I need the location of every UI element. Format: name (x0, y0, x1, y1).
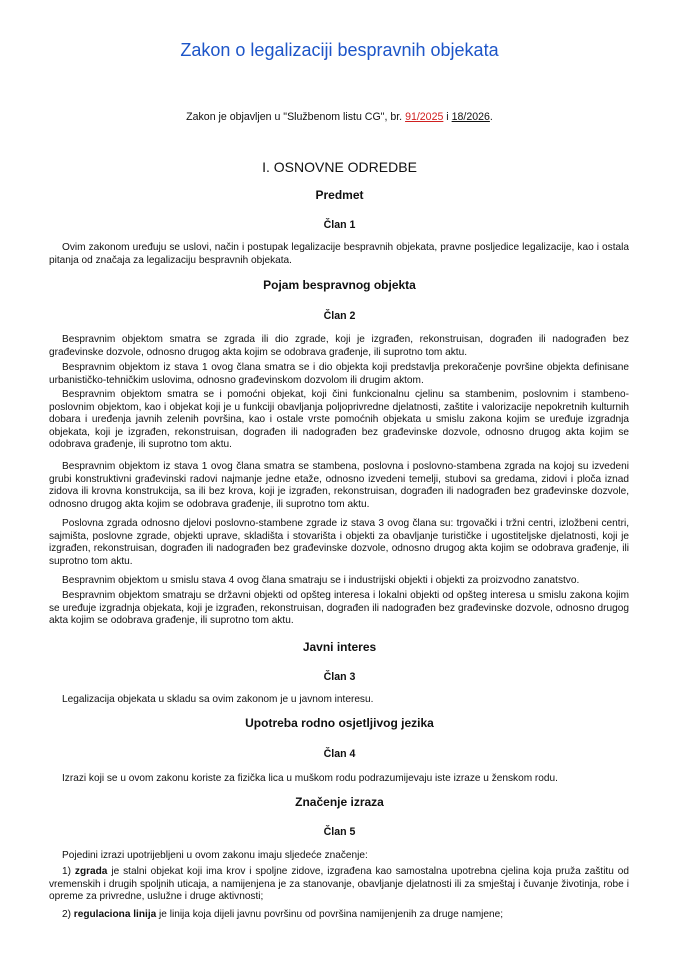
heading-pojam-bespravnog-objekta: Pojam bespravnog objekta (263, 278, 416, 292)
publication-suffix: . (489, 111, 493, 123)
publication-note (0, 111, 679, 123)
publication-separator: i (443, 111, 452, 123)
article-4-paragraph-1: Izrazi koji se u ovom zakonu koriste za fizička lica u muškom rodu podrazumijevaju iste izraze u ženskom rodu. (62, 773, 558, 784)
article-2-paragraph-2: Bespravnim objektom iz stava 1 ovog člana smatra se i dio objekta koji predstavlja prekoračenje površine objekta definisane urbanističko-tehničkim uslovima, odnosno građevinskom dozvolom ili drugim aktom. (49, 362, 629, 386)
section-title: I. OSNOVNE ODREDBE (262, 159, 417, 175)
item-2-number: 2) (62, 909, 74, 920)
item-1-term: zgrada (74, 866, 108, 877)
gazette-link-18-2026[interactable]: 18/2026 (451, 111, 490, 123)
article-2-paragraph-7: Bespravnim objektom smatraju se državni objekti od opšteg interesa i lokalni objekti od opšteg interesa u smislu zakona kojim se uređuje izgradnja objekata, koji je izgrađen, rekonstruisan, dograđen ili nadograđen bez građevinske dozvole, odnosno drugog akta kojim se odobrava građenje, ili suprotno tom aktu. (49, 590, 629, 627)
article-2-paragraph-6: Bespravnim objektom u smislu stava 4 ovog člana smatraju se i industrijski objekti i objekti za proizvodno zanatstvo. (62, 575, 580, 586)
article-2-paragraph-4: Bespravnim objektom iz stava 1 ovog člana smatra se stambena, poslovna i poslovno-stambena zgrada na kojoj su izvedeni grubi konstruktivni građevinski radovi najmanje jedne etaže, odnosno izvedeni temelji, stubovi sa gredama, zidovi i ploča iznad zidova ili krovna konstrukcija, sa ili bez krova, koji je izgrađen, rekonstruisan, dograđen ili nadograđen bez građevinske dozvole, odnosno drugog akta kojim se odobrava građenje, ili suprotno tom aktu. (49, 461, 629, 510)
article-2-number: Član 2 (323, 310, 356, 322)
item-2-text: je linija koja dijeli javnu površinu od površina namijenjenih za druge namjene; (156, 909, 504, 920)
publication-prefix: Zakon je objavljen u "Službenom listu CG", br. (186, 111, 406, 123)
article-5-item-1 (49, 866, 629, 904)
article-1-number: Član 1 (323, 219, 356, 231)
item-1-text: je stalni objekat koji ima krov i spoljne zidove, izgrađena kao samostalna upotrebna cjelina koja pruža zaštitu od vremenskih i drugih spoljnih uticaja, a namijenjena je za stanovanje, obavljanje djelatnosti ili za smještaj i čuvanje životinja, robe i opreme za privredne, uslužne i druge aktivnosti; (49, 866, 629, 903)
article-2-paragraph-1: Bespravnim objektom smatra se zgrada ili dio zgrade, koji je izgrađen, rekonstruisan, dograđen ili nadograđen bez građevinske dozvole, odnosno drugog akta kojim se odobrava građenje, ili suprotno tom aktu. (49, 334, 629, 358)
heading-predmet: Predmet (315, 188, 364, 202)
document-title: Zakon o legalizaciji bespravnih objekata (180, 40, 499, 60)
gazette-link-91-2025[interactable]: 91/2025 (405, 111, 444, 123)
item-1-number: 1) (62, 866, 75, 877)
article-3-number: Član 3 (323, 671, 356, 683)
item-2-term: regulaciona linija (73, 909, 157, 920)
article-2-paragraph-5: Poslovna zgrada odnosno djelovi poslovno-stambene zgrade iz stava 3 ovog člana su: trgovački i tržni centri, izložbeni centri, sajmišta, poslovne zgrade, objekti uprave, skladišta i stovarišta i objekti za obavljanje turističke i ugostiteljske djelatnosti, koji je izgrađen, rekonstruisan, dograđen ili nadograđen bez građevinske dozvole, odnosno drugog akta kojim se odobrava građenje, ili suprotno tom aktu. (49, 518, 629, 567)
article-3-paragraph-1: Legalizacija objekata u skladu sa ovim zakonom je u javnom interesu. (62, 694, 374, 705)
heading-znacenje-izraza: Značenje izraza (295, 795, 384, 809)
article-4-number: Član 4 (323, 748, 356, 760)
article-1-paragraph-1: Ovim zakonom uređuju se uslovi, način i postupak legalizacije bespravnih objekata, pravne posljedice legalizacije, kao i ostala pitanja od značaja za legalizaciju bespravnih objekata. (49, 242, 629, 266)
heading-javni-interes: Javni interes (302, 640, 377, 654)
article-5-intro: Pojedini izrazi upotrijebljeni u ovom zakonu imaju sljedeće značenje: (62, 850, 368, 861)
article-5-item-2 (49, 909, 629, 922)
article-5-number: Član 5 (323, 826, 356, 838)
article-2-paragraph-3: Bespravnim objektom smatra se i pomoćni objekat, koji čini funkcionalnu cjelinu sa stambenim, poslovnim i stambeno-poslovnim objektom, kao i objekat koji je u funkciji obavljanja poljoprivredne djelatnosti, zaštite i valorizacije nepokretnih kulturnih dobara i uređenja javnih zelenih površina, kao i ostale vrste pomoćnih objekata u smislu zakona kojim se uređuje izgradnja objekata, koji je izgrađen, rekonstruisan, dograđen ili nadograđen bez građevinske dozvole, odnosno drugog akta kojim se odobrava građenje, ili suprotno tom aktu. (49, 389, 629, 451)
heading-rodno-osjetljiv-jezik: Upotreba rodno osjetljivog jezika (245, 716, 434, 730)
